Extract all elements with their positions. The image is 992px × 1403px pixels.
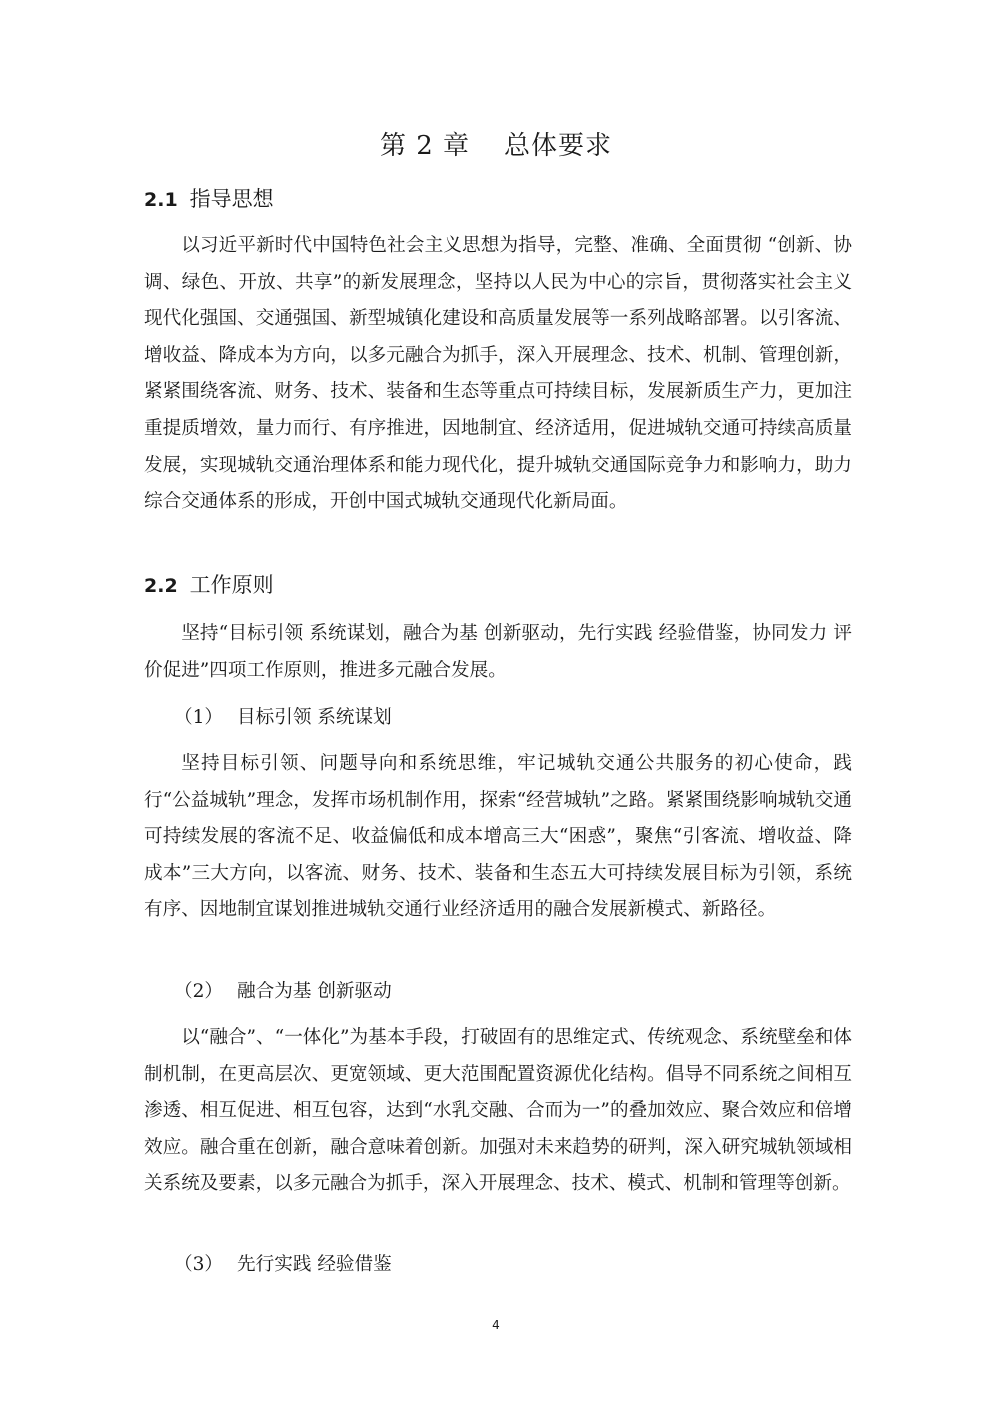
principle-title: 融合为基 创新驱动 bbox=[237, 981, 392, 1002]
principle-title: 目标引领 系统谋划 bbox=[237, 707, 392, 728]
principle-index: （3） bbox=[174, 1254, 224, 1275]
section-title: 工作原则 bbox=[189, 573, 274, 597]
page-number: 4 bbox=[492, 1318, 500, 1332]
section-number: 2.2 bbox=[144, 575, 178, 597]
principle-heading-1 bbox=[174, 703, 392, 733]
principle-heading-2 bbox=[174, 977, 392, 1007]
principle-heading-3 bbox=[174, 1250, 392, 1280]
principle-index: （1） bbox=[174, 707, 224, 728]
section-number: 2.1 bbox=[144, 189, 178, 211]
principle-paragraph-2: 以“融合”、“一体化”为基本手段，打破固有的思维定式、传统观念、系统壁垒和体制机制，在更高层次、更宽领域、更大范围配置资源优化结构。倡导不同系统之间相互渗透、相互促进、相互包容，达到“水乳交融、合而为一”的叠加效应、聚合效应和倍增效应。融合重在创新，融合意味着创新。加强对未来趋势的研判，深入研究城轨领域相关系统及要素，以多元融合为抓手，深入开展理念、技术、模式、机制和管理等创新。 bbox=[144, 1027, 852, 1195]
principle-paragraph-1: 坚持目标引领、问题导向和系统思维，牢记城轨交通公共服务的初心使命，践行“公益城轨”理念，发挥市场机制作用，探索“经营城轨”之路。紧紧围绕影响城轨交通可持续发展的客流不足、收益偏低和成本增高三大“困惑”，聚焦“引客流、增收益、降成本”三大方向，以客流、财务、技术、装备和生态五大可持续发展目标为引领，系统有序、因地制宜谋划推进城轨交通行业经济适用的融合发展新模式、新路径。 bbox=[144, 753, 852, 921]
section-title: 指导思想 bbox=[189, 187, 274, 211]
section-paragraph-2-1: 以习近平新时代中国特色社会主义思想为指导，完整、准确、全面贯彻 “创新、协调、绿色、开放、共享”的新发展理念，坚持以人民为中心的宗旨，贯彻落实社会主义现代化强国、交通强国、新型城镇化建设和高质量发展等一系列战略部署。以引客流、增收益、降成本为方向，以多元融合为抓手，深入开展理念、技术、机制、管理创新，紧紧围绕客流、财务、技术、装备和生态等重点可持续目标，发展新质生产力，更加注重提质增效，量力而行、有序推进，因地制宜、经济适用，促进城轨交通可持续高质量发展，实现城轨交通治理体系和能力现代化，提升城轨交通国际竞争力和影响力，助力综合交通体系的形成，开创中国式城轨交通现代化新局面。 bbox=[144, 235, 852, 513]
principle-index: （2） bbox=[174, 981, 224, 1002]
chapter-name: 总体要求 bbox=[504, 131, 613, 161]
chapter-label: 第 2 章 bbox=[379, 131, 471, 161]
section-paragraph-2-2: 坚持“目标引领 系统谋划，融合为基 创新驱动，先行实践 经验借鉴，协同发力 评价促进”四项工作原则，推进多元融合发展。 bbox=[144, 623, 852, 681]
chapter-title bbox=[0, 128, 992, 164]
section-heading-2-2 bbox=[144, 570, 274, 601]
section-heading-2-1 bbox=[144, 184, 274, 215]
principle-title: 先行实践 经验借鉴 bbox=[237, 1254, 392, 1275]
